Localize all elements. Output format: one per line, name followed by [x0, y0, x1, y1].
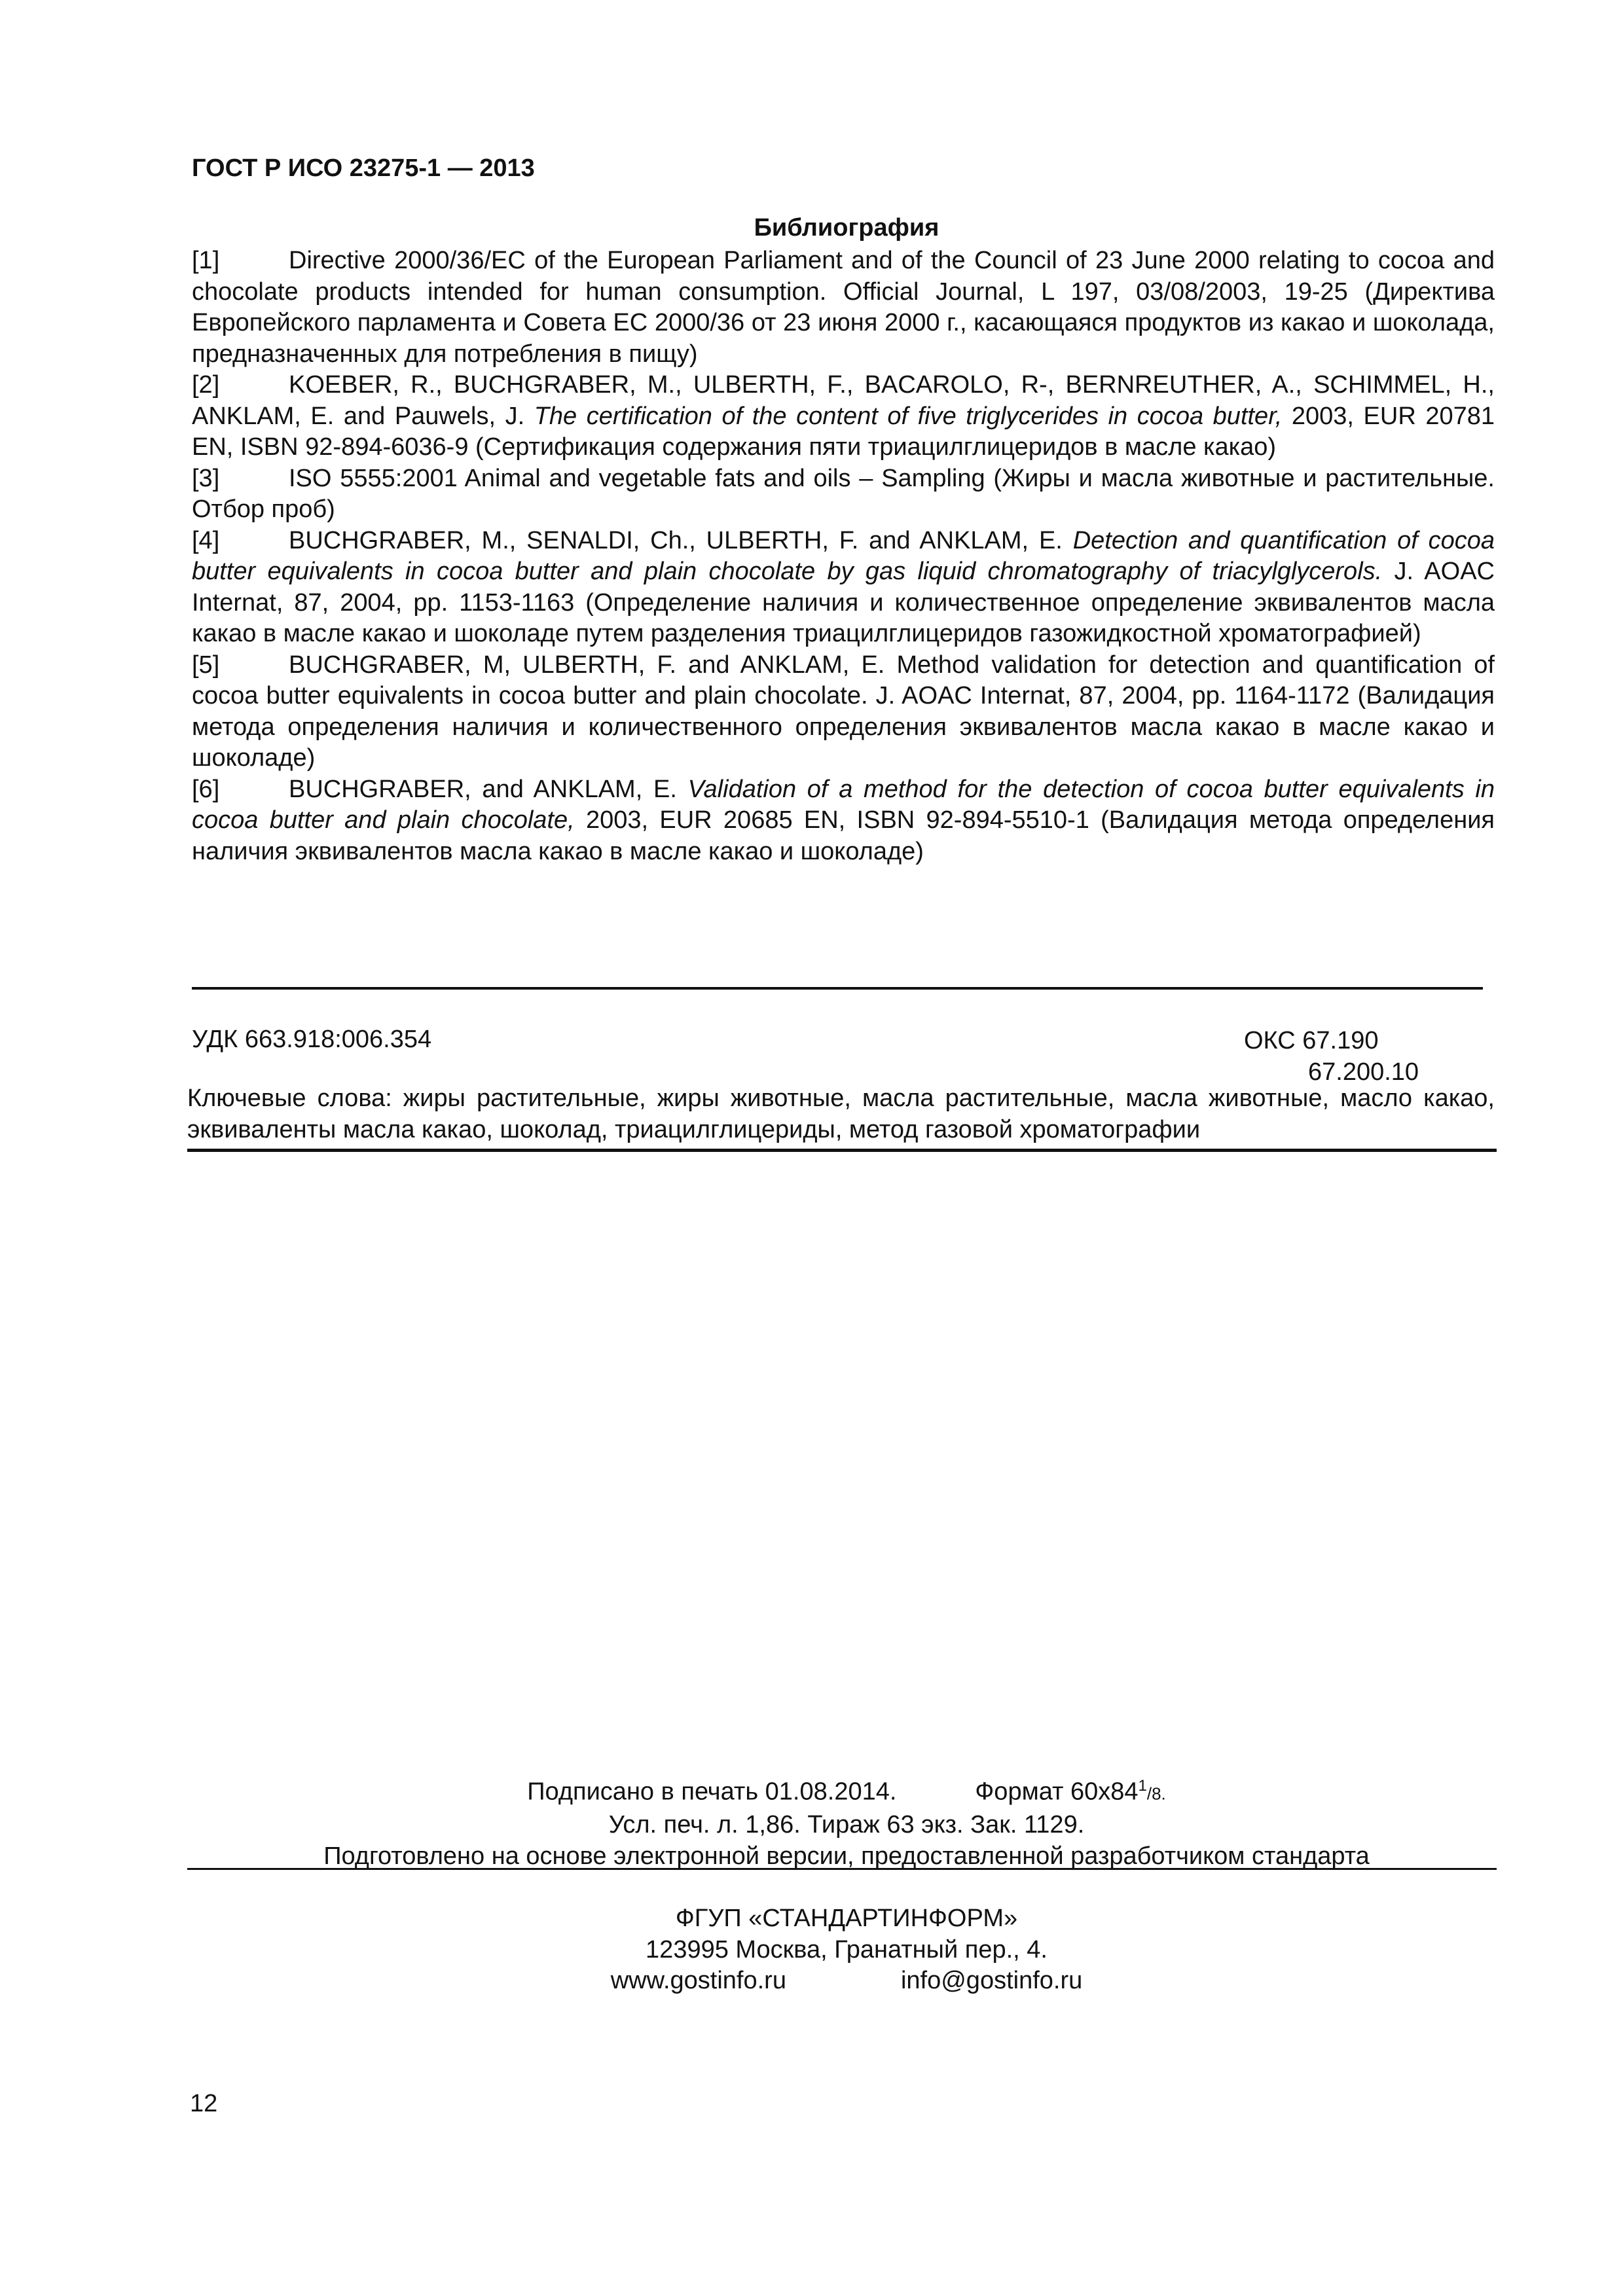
imprint-line-1 — [0, 1770, 1623, 1810]
imprint-divider — [187, 1868, 1497, 1870]
publisher-contacts — [0, 1965, 1623, 1997]
bibliography-entry-1 — [192, 245, 1495, 370]
ref-number: [5] — [192, 651, 220, 679]
paper-format-denominator: /8. — [1146, 1784, 1166, 1804]
paper-format-sup: 1 — [1138, 1777, 1147, 1795]
oks-code-2: 67.200.10 — [1308, 1058, 1419, 1086]
ref-title: Validation of a method for the detection of cocoa butter equivalents in cocoa butter and plain chocolate, — [192, 775, 1495, 834]
ref-number: [3] — [192, 464, 220, 492]
paper-format-label: Формат 60x84 — [975, 1778, 1139, 1806]
bibliography-entry-4 — [192, 526, 1495, 650]
bibliography-title: Библиография — [754, 214, 939, 242]
ref-text-tail: 2003, EUR 20685 EN, ISBN 92-894-5510-1 (Валидация метода определения наличия эквивалентов масла какао в масле какао и шоколаде) — [192, 806, 1495, 865]
ref-number: [1] — [192, 247, 220, 274]
website-link[interactable]: www.gostinfo.ru — [610, 1967, 786, 1994]
ref-text: BUCHGRABER, M., SENALDI, Ch., ULBERTH, F. and ANKLAM, E. — [289, 526, 1073, 554]
ref-text: KOEBER, R., BUCHGRABER, M., ULBERTH, F., BACAROLO, R-, BERNREUTHER, A., SCHIMMEL, H., ANKLAM, E. and Pauwels, J. — [192, 371, 1495, 430]
oks-code-1: ОКС 67.190 — [1244, 1027, 1379, 1054]
keywords: Ключевые слова: жиры растительные, жиры животные, масла растительные, масла животные, масло какао, эквиваленты масла какао, шоколад, триацилглицериды, метод газовой хроматографии — [187, 1085, 1495, 1143]
publisher-address: 123995 Москва, Гранатный пер., 4. — [646, 1935, 1048, 1964]
bibliography-entry-2 — [192, 370, 1495, 463]
ref-text: BUCHGRABER, M, ULBERTH, F. and ANKLAM, E. Method validation for detection and quantification of cocoa butter equivalents in cocoa butter and plain chocolate. J. AOAC Internat, 87, 2004, pp. 1164-1172 (Валидация метода определения наличия и количественного определения эквивалентов масла какао в масле какао и шоколаде) — [192, 651, 1495, 772]
prepared-note: Подготовлено на основе электронной версии, предоставленной разработчиком стандарта — [323, 1842, 1370, 1870]
udk-code: УДК 663.918:006.354 — [192, 1026, 432, 1053]
ref-number: [2] — [192, 371, 220, 399]
signed-date: Подписано в печать 01.08.2014. — [527, 1778, 897, 1806]
ref-text: ISO 5555:2001 Animal and vegetable fats and oils – Sampling (Жиры и масла животные и растительные. Отбор проб) — [192, 464, 1495, 523]
publisher-block — [0, 1903, 1623, 1997]
bibliography-entry-6 — [192, 774, 1495, 868]
imprint-block — [0, 1770, 1623, 1872]
ref-text: BUCHGRABER, and ANKLAM, E. — [289, 775, 688, 803]
bibliography-entry-3 — [192, 463, 1495, 526]
bibliography-entry-5 — [192, 650, 1495, 774]
paper-format — [975, 1770, 1165, 1810]
ref-number: [4] — [192, 526, 220, 554]
oks-codes — [1244, 1026, 1419, 1088]
ref-text: Directive 2000/36/EC of the European Parliament and of the Council of 23 June 2000 relating to cocoa and chocolate products intended for human consumption. Official Journal, L 197, 03/08/2003, 19-25 (Директива Европейского парламента и Совета ЕС 2000/36 от 23 июня 2000 г., касающаяся продуктов из какао и шоколада, предназначенных для потребления в пищу) — [192, 247, 1495, 368]
ref-title: Detection and quantification of cocoa butter equivalents in cocoa butter and plain chocolate by gas liquid chromatography of triacylglycerols. — [192, 526, 1495, 585]
publisher-name: ФГУП «СТАНДАРТИНФОРМ» — [675, 1905, 1018, 1932]
print-info: Усл. печ. л. 1,86. Тираж 63 экз. Зак. 1129. — [608, 1811, 1085, 1839]
ref-text-tail: J. AOAC Internat, 87, 2004, pp. 1153-1163 (Определение наличия и количественное определение эквивалентов масла какао в масле какао и шоколаде путем разделения триацилглицеридов газожидкостной хроматографией) — [192, 558, 1495, 647]
bibliography-list — [192, 245, 1495, 867]
ref-number: [6] — [192, 775, 220, 803]
ref-title: The certification of the content of five triglycerides in cocoa butter, — [534, 402, 1283, 430]
email-link[interactable]: info@gostinfo.ru — [900, 1967, 1083, 1994]
page-number: 12 — [190, 2090, 218, 2117]
standard-header: ГОСТ Р ИСО 23275-1 — 2013 — [192, 154, 535, 182]
keywords-divider — [187, 1149, 1497, 1152]
section-divider — [192, 987, 1483, 990]
ref-text-tail: 2003, EUR 20781 EN, ISBN 92-894-6036-9 (Сертификация содержания пяти триацилглицеридов в масле какао) — [192, 402, 1495, 461]
